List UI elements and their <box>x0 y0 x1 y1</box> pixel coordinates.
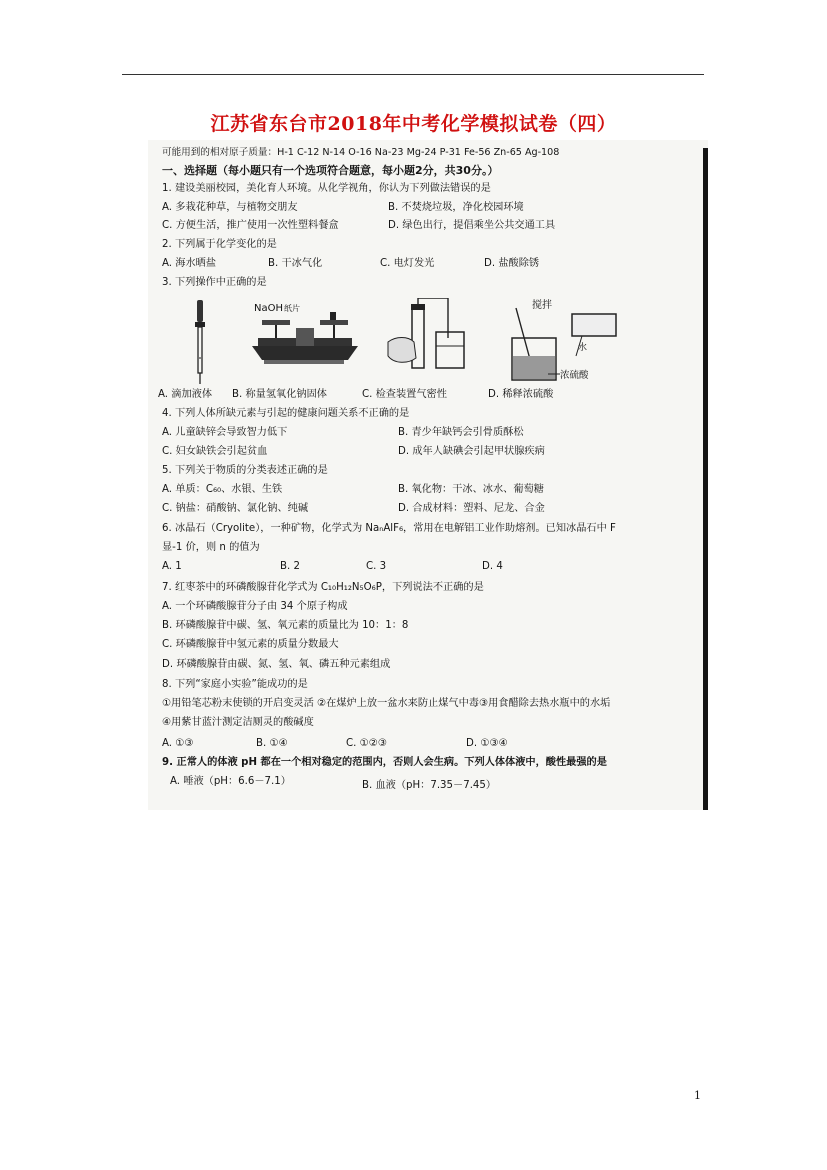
option-text: A. 儿童缺锌会导致智力低下 <box>162 427 288 438</box>
acid-label: 浓硫酸 <box>560 370 589 381</box>
option-text: C. 方便生活，推广使用一次性塑料餐盒 <box>162 220 339 231</box>
question-stem-continued: 显-1 价，则 n 的值为 <box>162 542 260 553</box>
question-sub-line: ①用铅笔芯粉末使锁的开启变灵活 ②在煤炉上放一盆水来防止煤气中毒③用食醋除去热水瓶中的水垢 <box>162 698 611 709</box>
question-stem: 7. 红枣茶中的环磷酸腺苷化学式为 C₁₀H₁₂N₅O₆P，下列说法不正确的是 <box>162 582 484 593</box>
balance-figure <box>244 298 364 390</box>
option-text: B. 氧化物：干冰、冰水、葡萄糖 <box>398 484 544 495</box>
option-text: D. 绿色出行，提倡乘坐公共交通工具 <box>388 220 556 231</box>
option-text: D. 4 <box>482 561 503 572</box>
q3-figures <box>162 298 682 390</box>
question-stem: 2. 下列属于化学变化的是 <box>162 239 277 250</box>
option-text: D. 稀释浓硫酸 <box>488 389 554 400</box>
option-text: D. ①③④ <box>466 738 508 749</box>
naoh-label: NaOH <box>254 303 283 314</box>
question-stem: 6. 冰晶石（Cryolite），一种矿物，化学式为 NaₙAlF₆，常用在电解铝工业作助熔剂。已知冰晶石中 F <box>162 523 616 534</box>
paper-label: 纸片 <box>284 304 300 313</box>
option-text: C. 电灯发光 <box>380 258 435 269</box>
document-title: 江苏省东台市2018年中考化学模拟试卷（四） <box>210 113 617 135</box>
option-text: C. 钠盐：硝酸钠、氯化钠、纯碱 <box>162 503 309 514</box>
option-text: D. 成年人缺碘会引起甲状腺疾病 <box>398 446 545 457</box>
question-stem: 5. 下列关于物质的分类表述正确的是 <box>162 465 328 476</box>
option-text: C. 3 <box>366 561 387 572</box>
water-label: 水 <box>578 343 588 353</box>
section-heading: 一、选择题（每小题只有一个选项符合题意，每小题2分，共30分。） <box>162 164 499 177</box>
option-text: D. 盐酸除锈 <box>484 258 540 269</box>
option-text: C. 环磷酸腺苷中氢元素的质量分数最大 <box>162 639 339 650</box>
option-text: C. 检查装置气密性 <box>362 389 447 400</box>
option-text: D. 合成材料：塑料、尼龙、合金 <box>398 503 545 514</box>
question-stem: 3. 下列操作中正确的是 <box>162 277 267 288</box>
dilute-acid-figure <box>502 298 642 390</box>
atomic-mass-line: 可能用到的相对原子质量：H-1 C-12 N-14 O-16 Na-23 Mg-24 P-31 Fe-56 Zn-65 Ag-108 <box>162 147 560 158</box>
option-text: A. 滴加液体 <box>158 389 213 400</box>
option-text: B. 2 <box>280 561 300 572</box>
option-text: D. 环磷酸腺苷由碳、氮、氢、氧、磷五种元素组成 <box>162 659 391 670</box>
page-number: 1 <box>694 1089 701 1102</box>
dropper-figure <box>180 298 220 390</box>
option-text: A. ①③ <box>162 738 194 749</box>
option-text: B. ①④ <box>256 738 288 749</box>
option-text: B. 干冰气化 <box>268 258 323 269</box>
option-text: B. 血液（pH：7.35－7.45） <box>362 780 497 791</box>
option-text: B. 青少年缺钙会引骨质酥松 <box>398 427 524 438</box>
option-text: C. ①②③ <box>346 738 387 749</box>
option-text: A. 一个环磷酸腺苷分子由 34 个原子构成 <box>162 601 348 612</box>
question-stem: 1. 建设美丽校园，美化育人环境。从化学视角，你认为下列做法错误的是 <box>162 183 491 194</box>
stir-label: 搅拌 <box>532 300 552 311</box>
option-text: C. 妇女缺铁会引起贫血 <box>162 446 268 457</box>
question-stem: 4. 下列人体所缺元素与引起的健康问题关系不正确的是 <box>162 408 410 419</box>
airtight-check-figure <box>382 298 477 390</box>
option-text: B. 称量氢氧化钠固体 <box>232 389 327 400</box>
option-text: A. 唾液（pH：6.6－7.1） <box>170 776 291 787</box>
option-text: A. 单质：C₆₀、水银、生铁 <box>162 484 283 495</box>
option-text: B. 不焚烧垃圾，净化校园环境 <box>388 202 524 213</box>
question-sub-line: ④用紫甘蓝汁测定洁厕灵的酸碱度 <box>162 717 314 728</box>
question-stem: 8. 下列“家庭小实验”能成功的是 <box>162 679 308 690</box>
option-text: A. 海水晒盐 <box>162 258 217 269</box>
option-text: A. 多栽花种草，与植物交朋友 <box>162 202 298 213</box>
option-text: A. 1 <box>162 561 182 572</box>
scan-border <box>703 148 708 810</box>
question-stem: 9. 正常人的体液 pH 都在一个相对稳定的范围内，否则人会生病。下列人体体液中，酸性最强的是 <box>162 757 607 768</box>
header-rule <box>122 74 704 75</box>
scanned-exam-page <box>148 140 708 810</box>
option-text: B. 环磷酸腺苷中碳、氢、氧元素的质量比为 10：1：8 <box>162 620 409 631</box>
